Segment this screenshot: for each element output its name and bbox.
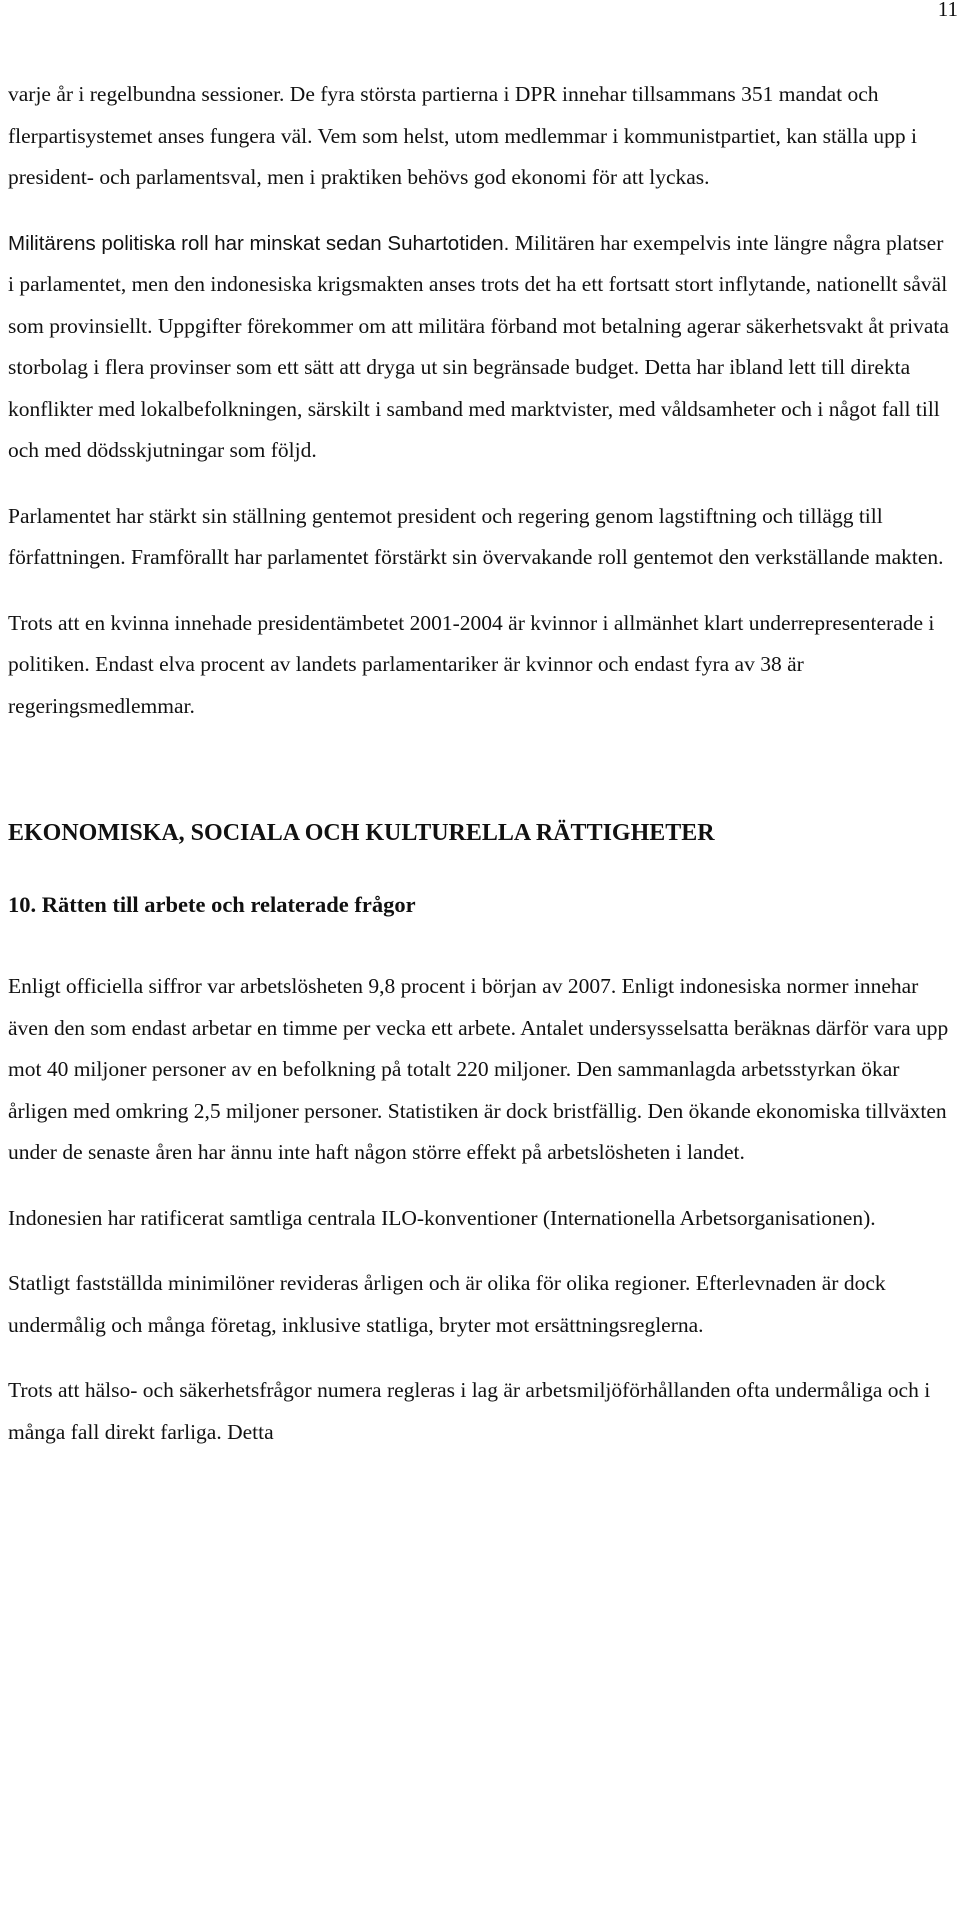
page-number: 11 [937, 0, 958, 21]
subsection-heading: 10. Rätten till arbete och relaterade frågor [8, 892, 416, 917]
paragraph-political-parties: varje år i regelbundna sessioner. De fyra största partierna i DPR innehar tillsammans 351 mandat och flerpartisystemet anses fungera väl. Vem som helst, utom medlemmar i kommunistpartiet, kan ställa upp i president- och parlamentsval, men i praktiken behövs god ekonomi för att lyckas. [8, 82, 917, 189]
paragraph-work-environment: Trots att hälso- och säkerhetsfrågor numera regleras i lag är arbetsmiljöförhållanden ofta undermåliga och i många fall direkt farliga. Detta [8, 1378, 931, 1444]
paragraph-unemployment: Enligt officiella siffror var arbetslösheten 9,8 procent i början av 2007. Enligt indonesiska normer innehar även den som endast arbetar en timme per vecka ett arbete. Antalet undersysselsatta beräknas därför vara upp mot 40 miljoner personer av en befolkning på totalt 220 miljoner. Den sammanlagda arbetsstyrkan ökar årligen med omkring 2,5 miljoner personer. Statistiken är dock bristfällig. Den ökande ekonomiska tillväxten under de senaste åren har ännu inte haft någon större effekt på arbetslösheten i landet. [8, 974, 949, 1164]
paragraph-parliament: Parlamentet har stärkt sin ställning gentemot president och regering genom lagstiftning och tillägg till författningen. Framförallt har parlamentet förstärkt sin övervakande roll gentemot den verkställande makten. [8, 503, 944, 569]
paragraph-minimum-wages: Statligt fastställda minimilöner revideras årligen och är olika för olika regioner. Efterlevnaden är dock undermålig och många företag, inklusive statliga, bryter mot ersättningsreglerna. [8, 1271, 886, 1337]
section-heading: EKONOMISKA, SOCIALA OCH KULTURELLA RÄTTIGHETER [8, 820, 715, 846]
military-role-body: Militären har exempelvis inte längre några platser i parlamentet, men den indonesiska krigsmakten anses trots det ha ett fortsatt stort inflytande, nationellt såväl som provinsiellt. Uppgifter förekommer om att militära förband mot betalning agerar säkerhetsvakt åt privata storbolag i flera provinser som ett sätt att dryga ut sin begränsade budget. Detta har ibland lett till direkta konflikter med lokalbefolkningen, särskilt i samband med marktvister, med våldsamheter och i något fall till och med dödsskjutningar som följd. [8, 230, 949, 462]
paragraph-women-politics: Trots att en kvinna innehade presidentämbetet 2001-2004 är kvinnor i allmänhet klart underrepresenterade i politiken. Endast elva procent av landets parlamentariker är kvinnor och endast fyra av 38 är regeringsmedlemmar. [8, 610, 935, 718]
page-content [8, 74, 952, 1453]
paragraph-ilo: Indonesien har ratificerat samtliga centrala ILO-konventioner (Internationella Arbetsorganisationen). [8, 1205, 876, 1230]
military-role-lead-sentence: Militärens politiska roll har minskat sedan Suhartotiden. [8, 231, 510, 255]
paragraph-military-role [8, 223, 952, 472]
